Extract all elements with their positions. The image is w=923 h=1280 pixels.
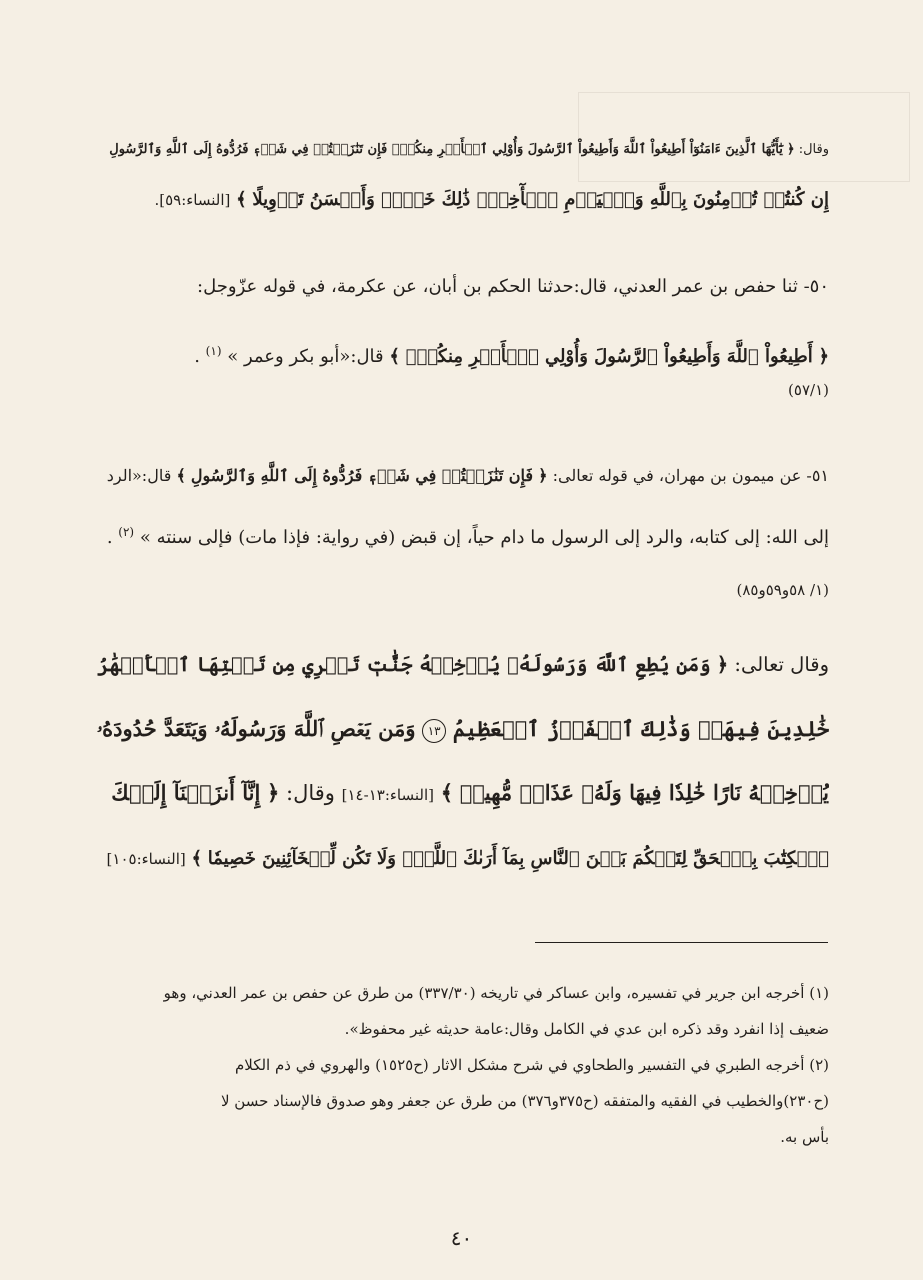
text-line <box>95 125 829 175</box>
quran-open-bracket: ﴿ <box>786 142 795 157</box>
quran-open-bracket: ﴿ <box>716 653 729 676</box>
footnote-line: (١) أخرجه ابن جرير في تفسيره، وابن عساكر في تاريخه (٣٣٧/٣٠) من طرق عن حفص بن عمر العدني، وهو <box>163 984 829 1002</box>
text-line <box>95 504 829 566</box>
sentence-end: . <box>194 346 200 367</box>
quran-verse: أَطِيعُواْ ٱللَّهَ وَأَطِيعُواْ ٱلرَّسُولَ وَأُوْلِي ٱلۡأَمۡرِ مِنكُمۡۖ <box>405 346 813 367</box>
volume-page-citation: (١/ ٥٨و٥٩و٨٥) <box>736 581 829 599</box>
text-line <box>95 827 829 891</box>
narration-text: قال:«أبو بكر وعمر » <box>227 346 384 367</box>
quran-verse: وَمَن يَعۡصِ ٱللَّهَ وَرَسُولَهُۥ وَيَتَعَدَّ حُدُودَهُۥ <box>96 716 416 741</box>
paragraph-quran-nisa-13-14-105 <box>95 633 829 891</box>
speech-intro: وقال: <box>286 781 335 805</box>
quran-close-bracket: ﴾ <box>440 780 454 805</box>
verse-reference: [النساء:١٠٥] <box>106 850 186 868</box>
text-line <box>95 448 829 504</box>
quran-verse: إِن كُنتُمۡ تُؤۡمِنُونَ بِٱللَّهِ وَٱلۡيَوۡمِ ٱلۡأٓخِرِۚ ذَٰلِكَ خَيۡرٞ وَأَحۡسَنُ تَأۡوِيلًا <box>252 189 829 210</box>
quran-verse: خَٰلِدِينَ فِيهَاۚ وَذَٰلِكَ ٱلۡفَوۡزُ ٱلۡعَظِيمُ <box>452 716 829 741</box>
paragraph-narration-51 <box>95 448 829 566</box>
text-line: ٥٠- ثنا حفص بن عمر العدني، قال:حدثنا الحكم بن أبان، عن عكرمة، في قوله عزّوجل: <box>197 276 829 297</box>
quran-close-bracket: ﴾ <box>191 848 203 869</box>
quran-verse: وَمَن يُطِعِ ٱللَّهَ وَرَسُولَهُۥ يُدۡخِلۡهُ جَنَّٰتٖ تَجۡرِي مِن تَحۡتِهَا ٱلۡأَنۡهَٰرُ <box>97 653 711 676</box>
footnote-marker: (١) <box>205 344 222 358</box>
quran-verse: يَٰٓأَيُّهَا ٱلَّذِينَ ءَامَنُوٓاْ أَطِيعُواْ ٱللَّهَ وَأَطِيعُواْ ٱلرَّسُولَ وَأُوْلِي ٱلۡأَمۡرِ مِنكُمۡۖ فَإِن تَنَٰزَعۡتُمۡ فِي شَيۡءٖ فَرُدُّوهُ إِلَى ٱللَّهِ وَٱلرَّسُولِ <box>109 142 783 157</box>
text-line <box>95 175 829 225</box>
paragraph-quran-nisa-59 <box>95 125 829 225</box>
paragraph-narration-50 <box>95 255 829 389</box>
quran-open-bracket: ﴿ <box>818 346 829 367</box>
quran-verse: يُدۡخِلۡهُ نَارًا خَٰلِدٗا فِيهَا وَلَهُۥ عَذَابٞ مُّهِينٞ <box>459 780 829 805</box>
quran-close-bracket: ﴾ <box>389 346 400 367</box>
quran-verse: إِنَّآ أَنزَلۡنَآ إِلَيۡكَ <box>111 780 261 805</box>
speech-intro: وقال: <box>798 142 829 157</box>
sentence-end: . <box>106 527 113 548</box>
footnotes-section <box>95 975 829 1155</box>
footnote-line: (٢) أخرجه الطبري في التفسير والطحاوي في شرح مشكل الاثار (ح١٥٢٥) والهروي في ذم الكلام <box>234 1056 829 1074</box>
quran-close-bracket: ﴾ <box>176 466 186 485</box>
footnote-line: ضعيف إذا انفرد وقد ذكره ابن عدي في الكامل وقال:عامة حديثه غير محفوظ». <box>344 1020 829 1038</box>
footnote-line: بأس به. <box>780 1128 829 1146</box>
verse-reference: [النساء:١٣-١٤] <box>341 786 435 804</box>
ayah-number-marker: ١٣ <box>422 719 446 743</box>
citation-block <box>95 375 829 405</box>
page-number: ٤٠ <box>450 1226 473 1250</box>
quran-close-bracket: ﴾ <box>236 189 247 210</box>
narration-suffix: قال:«الرد <box>106 466 172 485</box>
text-line <box>95 697 829 761</box>
narration-prefix: ٥١- عن ميمون بن مهران، في قوله تعالى: <box>552 466 829 485</box>
quran-verse: فَإِن تَنَٰزَعۡتُمۡ فِي شَيۡءٖ فَرُدُّوهُ إِلَى ٱللَّهِ وَٱلرَّسُولِ <box>190 466 534 485</box>
citation-block <box>95 575 829 605</box>
quran-verse: ٱلۡكِتَٰبَ بِٱلۡحَقِّ لِتَحۡكُمَ بَيۡنَ ٱلنَّاسِ بِمَآ أَرَىٰكَ ٱللَّهُۚ وَلَا تَكُن لِّلۡخَآئِنِينَ خَصِيمٗا <box>207 848 829 869</box>
text-line <box>95 633 829 697</box>
footnote-marker: (٢) <box>118 525 135 539</box>
footnote-line: (ح٢٣٠)والخطيب في الفقيه والمتفقه (ح٣٧٥و٣٧٦) من طرق عن جعفر وهو صدوق فالإسناد حسن لا <box>220 1092 829 1110</box>
quran-open-bracket: ﴿ <box>267 780 280 805</box>
volume-page-citation: (٥٧/١) <box>788 381 829 399</box>
speech-intro: وقال تعالى: <box>734 653 829 676</box>
quran-open-bracket: ﴿ <box>538 466 548 485</box>
verse-reference: [النساء:٥٩]. <box>154 191 231 209</box>
narration-text: إلى الله: إلى كتابه، والرد إلى الرسول ما دام حياً، إن قبض (في رواية: فإذا مات) فإلى سنته » <box>139 527 829 548</box>
text-line <box>95 761 829 827</box>
footnote-divider <box>535 942 828 943</box>
